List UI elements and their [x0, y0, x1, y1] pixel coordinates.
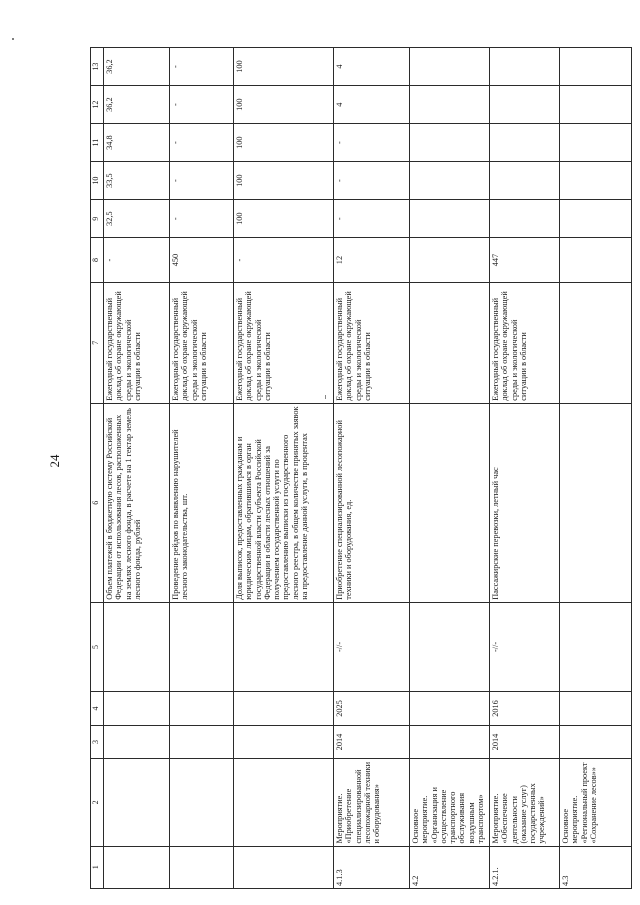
cell-value	[410, 162, 490, 200]
cell-value: 100	[234, 124, 334, 162]
cell-value	[490, 86, 560, 124]
cell-value: 100	[234, 162, 334, 200]
cell-value	[410, 238, 490, 283]
cell-value: 4	[334, 48, 410, 86]
cell-measure: Мероприятие. «Приобретение специализированной лесопожарной техники и оборудования»	[334, 759, 410, 846]
cell-number	[170, 846, 234, 888]
cell-value: 36,2	[104, 48, 170, 86]
cell-value: -	[170, 124, 234, 162]
cell-measure: Основное мероприятие. «Организация и осуществление транспортного обслуживания воздушным транспортом»	[410, 759, 490, 846]
cell-value	[560, 200, 632, 238]
cell-indicator: Приобретение специализированной лесопожарной техники и оборудования, ед.	[334, 403, 410, 602]
cell-executor: -//-	[490, 602, 560, 691]
cell-value: -	[234, 238, 334, 283]
cell-start-year	[234, 725, 334, 759]
cell-end-year	[234, 692, 334, 726]
column-header: 5	[91, 602, 104, 691]
cell-indicator	[560, 403, 632, 602]
cell-source: Ежегодный государственный доклад об охране окружающей среды и экологической ситуации в области	[334, 282, 410, 403]
column-header: 8	[91, 238, 104, 283]
cell-value: 34,8	[104, 124, 170, 162]
column-header: 7	[91, 282, 104, 403]
cell-number	[104, 846, 170, 888]
cell-value: -	[170, 48, 234, 86]
cell-start-year	[170, 725, 234, 759]
cell-executor	[104, 602, 170, 691]
cell-start-year	[104, 725, 170, 759]
cell-value: -	[334, 124, 410, 162]
cell-number: 4.3	[560, 846, 632, 888]
cell-value	[490, 200, 560, 238]
cell-value: 450	[170, 238, 234, 283]
column-header: 12	[91, 86, 104, 124]
cell-source: Ежегодный государственный доклад об охране окружающей среды и экологической ситуации в области	[490, 282, 560, 403]
cell-number: 4.2	[410, 846, 490, 888]
cell-value: 36,2	[104, 86, 170, 124]
cell-end-year	[104, 692, 170, 726]
cell-source: Ежегодный государственный доклад об охране окружающей среды и экологической ситуации в области	[234, 282, 334, 403]
table-row	[334, 48, 410, 889]
cell-end-year	[170, 692, 234, 726]
cell-measure: Основное мероприятие. «Региональный проект «Сохранение лесов»»	[560, 759, 632, 846]
cell-number	[234, 846, 334, 888]
table-row	[104, 48, 170, 889]
cell-value	[490, 124, 560, 162]
cell-value: 100	[234, 48, 334, 86]
cell-executor: -//-	[334, 602, 410, 691]
cell-value: 100	[234, 200, 334, 238]
cell-end-year	[410, 692, 490, 726]
indicator-table-sheet	[90, 47, 640, 889]
column-header: 11	[91, 124, 104, 162]
column-number-row	[91, 48, 104, 889]
cell-measure	[104, 759, 170, 846]
table-row	[410, 48, 490, 889]
page-number: 24	[47, 454, 62, 468]
rotated-table-frame	[90, 47, 640, 886]
cell-end-year: 2025	[334, 692, 410, 726]
column-header: 6	[91, 403, 104, 602]
cell-measure: Мероприятие. «Обеспечение деятельности (оказание услуг) государственных учреждений»	[490, 759, 560, 846]
cell-value	[560, 238, 632, 283]
cell-value: 447	[490, 238, 560, 283]
cell-value: -	[170, 200, 234, 238]
cell-value: -	[170, 86, 234, 124]
cell-value	[410, 124, 490, 162]
cell-measure	[170, 759, 234, 846]
cell-measure	[234, 759, 334, 846]
column-header: 13	[91, 48, 104, 86]
cell-number: 4.2.1.	[490, 846, 560, 888]
cell-end-year: 2016	[490, 692, 560, 726]
cell-value	[490, 48, 560, 86]
cell-indicator: Проведение рейдов по выявлению нарушителей лесного законодательства, шт.	[170, 403, 234, 602]
cell-value	[410, 86, 490, 124]
column-header: 9	[91, 200, 104, 238]
cell-start-year: 2014	[490, 725, 560, 759]
cell-value	[560, 124, 632, 162]
cell-value	[410, 48, 490, 86]
cell-number: 4.1.3	[334, 846, 410, 888]
cell-value: 32,5	[104, 200, 170, 238]
table-row	[234, 48, 334, 889]
table-row	[490, 48, 560, 889]
cell-source: Ежегодный государственный доклад об охране окружающей среды и экологической ситуации в области	[104, 282, 170, 403]
column-header: 2	[91, 759, 104, 846]
cell-value	[560, 162, 632, 200]
cell-value	[560, 48, 632, 86]
column-header: 1	[91, 846, 104, 888]
cell-value	[560, 86, 632, 124]
cell-indicator	[410, 403, 490, 602]
cell-value: 100	[234, 86, 334, 124]
cell-source	[410, 282, 490, 403]
cell-value	[490, 162, 560, 200]
cell-value	[410, 200, 490, 238]
cell-indicator: Объем платежей в бюджетную систему Российской Федерации от использования лесов, расположенных на землях лесного фонда, в расчете на 1 гектар земель лесного фонда, рублей	[104, 403, 170, 602]
cell-start-year: 2014	[334, 725, 410, 759]
cell-value: 4	[334, 86, 410, 124]
cell-value: -	[170, 162, 234, 200]
cell-value: 12	[334, 238, 410, 283]
cell-start-year	[410, 725, 490, 759]
column-header: 10	[91, 162, 104, 200]
cell-value: 33,5	[104, 162, 170, 200]
cell-source: Ежегодный государственный доклад об охране окружающей среды и экологической ситуации в области	[170, 282, 234, 403]
column-header: 4	[91, 692, 104, 726]
cell-value: -	[334, 200, 410, 238]
cell-executor	[234, 602, 334, 691]
cell-end-year	[560, 692, 632, 726]
cell-indicator: Доля выписок, предоставленных гражданам и юридическим лицам, обратившимся в орган государственной власти субъекта Российской Федерации в области лесных отношений за получением государственной услуги по предоставлению выписки из государственного лесного реестра, в общем количестве принятых заявок на предоставление данной услуги, в процентах	[234, 403, 334, 602]
cell-value: -	[104, 238, 170, 283]
cell-indicator: Пассажирские перевозки, летный час	[490, 403, 560, 602]
scan-artifact	[12, 38, 14, 40]
column-header: 3	[91, 725, 104, 759]
table-row	[560, 48, 632, 889]
cell-value: -	[334, 162, 410, 200]
cell-executor	[170, 602, 234, 691]
cell-executor	[410, 602, 490, 691]
cell-source	[560, 282, 632, 403]
table-row	[170, 48, 234, 889]
cell-start-year	[560, 725, 632, 759]
cell-executor	[560, 602, 632, 691]
indicator-table	[90, 47, 632, 889]
